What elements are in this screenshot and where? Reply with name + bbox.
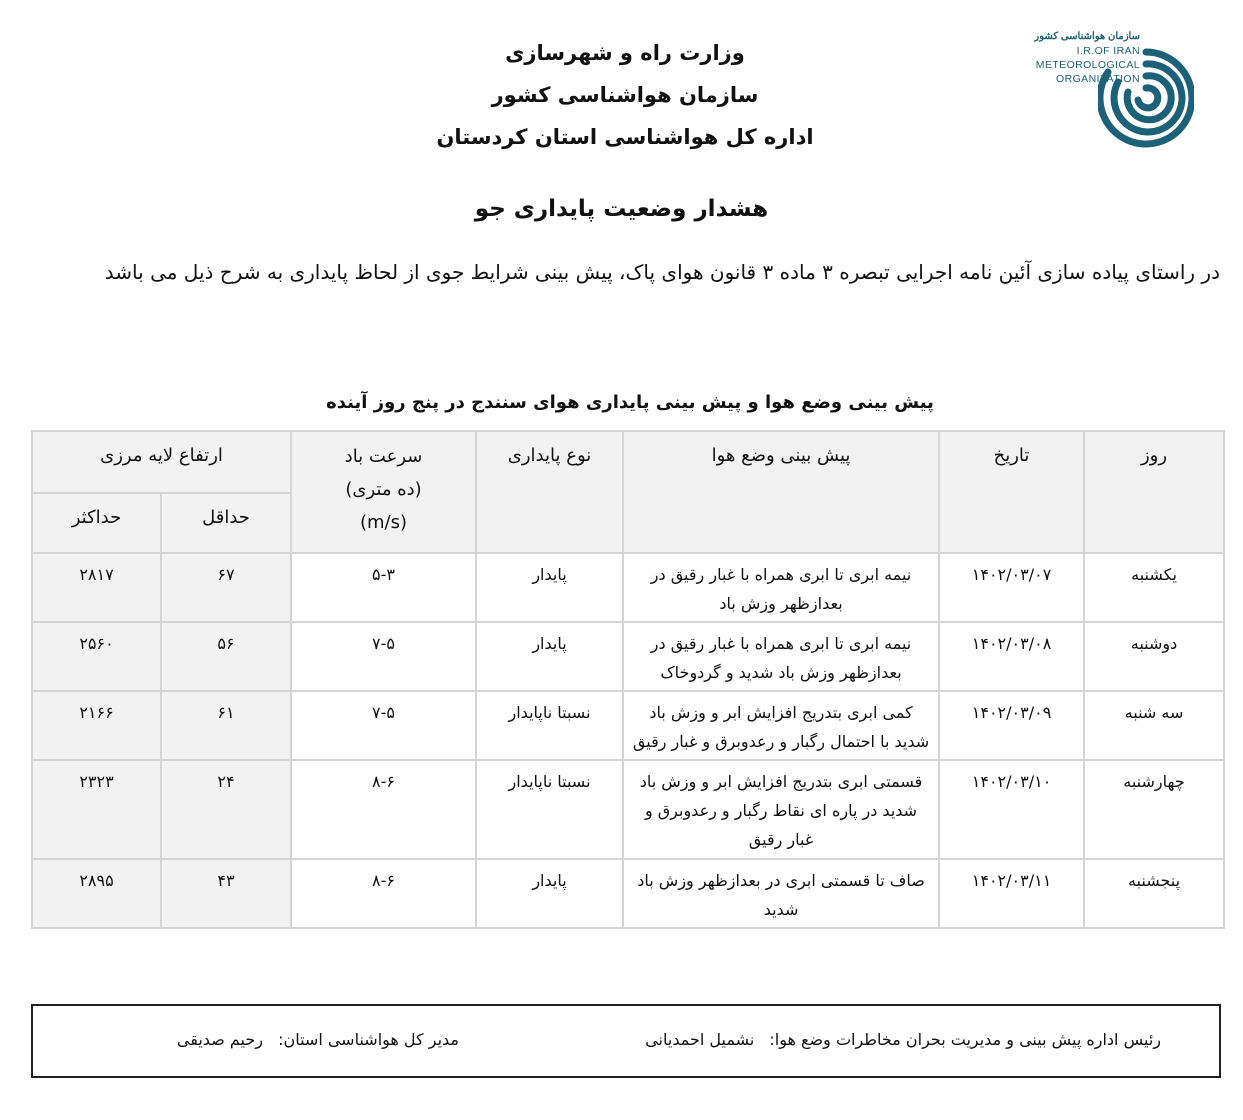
cell-max: ۲۳۲۳: [32, 760, 161, 859]
cell-min: ۵۶: [161, 622, 291, 691]
forecast-head-role: رئیس اداره پیش بینی و مدیریت بحران مخاطرات وضع هوا:: [769, 1030, 1161, 1049]
cell-stability: پایدار: [476, 622, 623, 691]
ministry-name: وزارت راه و شهرسازی: [505, 41, 745, 65]
table-row: [32, 622, 1224, 691]
cell-date: ۱۴۰۲/۰۳/۱۱: [939, 859, 1084, 928]
cell-day: سه شنبه: [1084, 691, 1224, 760]
cell-min: ۴۳: [161, 859, 291, 928]
cell-max: ۲۸۹۵: [32, 859, 161, 928]
header-wind-line2: (ده متری): [345, 479, 422, 500]
letterhead: [380, 32, 870, 158]
header-stability: نوع پایداری: [476, 431, 623, 553]
cell-wind: ۷-۵: [291, 622, 476, 691]
cell-weather: صاف تا قسمتی ابری در بعدازظهر وزش باد شدید: [623, 859, 939, 928]
cell-stability: نسبتا ناپایدار: [476, 691, 623, 760]
forecast-head-name: نشمیل احمدیانی: [645, 1030, 755, 1049]
cell-stability: پایدار: [476, 553, 623, 622]
organization-logo: [1020, 30, 1196, 160]
cell-date: ۱۴۰۲/۰۳/۱۰: [939, 760, 1084, 859]
cell-weather: قسمتی ابری بتدریج افزایش ابر و وزش باد شدید در پاره ای نقاط رگبار و رعدوبرق و غبار رقیق: [623, 760, 939, 859]
logo-name-en-2: METEOROLOGICAL: [1035, 59, 1140, 71]
cell-day: پنجشنبه: [1084, 859, 1224, 928]
table-row: [32, 553, 1224, 622]
cell-day: دوشنبه: [1084, 622, 1224, 691]
cell-weather: کمی ابری بتدریج افزایش ابر و وزش باد شدید با احتمال رگبار و رعدوبرق و غبار رقیق: [623, 691, 939, 760]
table-row: [32, 859, 1224, 928]
cell-date: ۱۴۰۲/۰۳/۰۹: [939, 691, 1084, 760]
intro-paragraph: در راستای پیاده سازی آئین نامه اجرایی تبصره ۳ ماده ۳ قانون هوای پاک، پیش بینی شرایط جوی از لحاظ پایداری به شرح ذیل می باشد: [104, 260, 1220, 284]
table-row: [32, 691, 1224, 760]
cell-min: ۲۴: [161, 760, 291, 859]
cell-day: چهارشنبه: [1084, 760, 1224, 859]
header-weather: پیش بینی وضع هوا: [623, 431, 939, 553]
header-day: روز: [1084, 431, 1224, 553]
header-date: تاریخ: [939, 431, 1084, 553]
cell-wind: ۸-۶: [291, 859, 476, 928]
forecast-head-signature: [645, 1030, 1161, 1049]
cell-day: یکشنبه: [1084, 553, 1224, 622]
organization-name: سازمان هواشناسی کشور: [491, 83, 759, 107]
department-name: اداره کل هواشناسی استان کردستان: [436, 125, 814, 149]
forecast-table: [31, 430, 1225, 929]
cell-date: ۱۴۰۲/۰۳/۰۷: [939, 553, 1084, 622]
logo-name-en-1: I.R.OF IRAN: [1076, 45, 1140, 57]
document-title: هشدار وضعیت پایداری جو: [474, 196, 769, 222]
cell-min: ۶۷: [161, 553, 291, 622]
cell-weather: نیمه ابری تا ابری همراه با غبار رقیق در بعدازظهر وزش باد: [623, 553, 939, 622]
cell-wind: ۸-۶: [291, 760, 476, 859]
logo-name-fa: سازمان هواشناسی کشور: [1034, 31, 1140, 42]
cell-weather: نیمه ابری تا ابری همراه با غبار رقیق در بعدازظهر وزش باد شدید و گردوخاک: [623, 622, 939, 691]
cell-stability: نسبتا ناپایدار: [476, 760, 623, 859]
header-wind-unit: (m/s): [360, 512, 408, 533]
cell-date: ۱۴۰۲/۰۳/۰۸: [939, 622, 1084, 691]
logo-name-en-3: ORGANIZATION: [1056, 73, 1140, 85]
table-row: [32, 760, 1224, 859]
cell-wind: ۷-۵: [291, 691, 476, 760]
director-name: رحیم صدیقی: [176, 1030, 263, 1049]
header-min: حداقل: [161, 493, 291, 553]
cell-wind: ۵-۳: [291, 553, 476, 622]
director-signature: [177, 1030, 459, 1049]
header-max: حداکثر: [32, 493, 161, 553]
spiral-logo-icon: [1098, 36, 1194, 158]
signature-box: [31, 1004, 1221, 1078]
cell-stability: پایدار: [476, 859, 623, 928]
director-role: مدیر کل هواشناسی استان:: [278, 1030, 459, 1049]
header-boundary-layer: ارتفاع لایه مرزی: [32, 431, 291, 493]
cell-max: ۲۵۶۰: [32, 622, 161, 691]
cell-min: ۶۱: [161, 691, 291, 760]
header-wind-speed: [291, 431, 476, 553]
cell-max: ۲۱۶۶: [32, 691, 161, 760]
cell-max: ۲۸۱۷: [32, 553, 161, 622]
table-caption: پیش بینی وضع هوا و پیش بینی پایداری هوای سنندج در پنج روز آینده: [326, 392, 934, 413]
header-wind-line1: سرعت باد: [344, 446, 423, 467]
